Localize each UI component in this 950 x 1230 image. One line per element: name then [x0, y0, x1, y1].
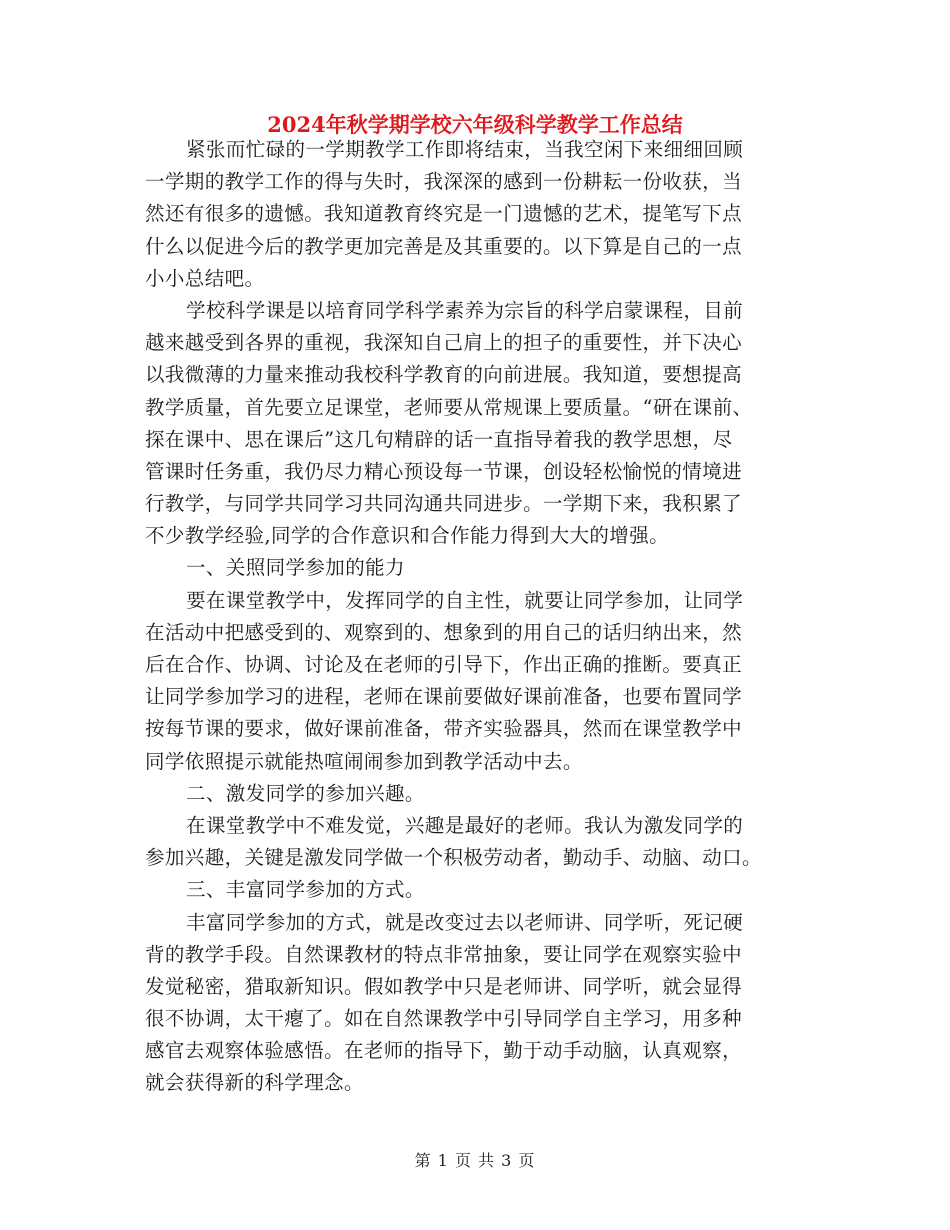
text-line: 很不协调，太干瘪了。如在自然课教学中引导同学自主学习，用多种 — [145, 1007, 743, 1031]
text-line: 探在课中、思在课后”这几句精辟的话一直指导着我的教学思想，尽 — [145, 427, 733, 451]
text-line: 一学期的教学工作的得与失时，我深深的感到一份耕耘一份收获，当 — [145, 170, 743, 194]
section-heading: 二、激发同学的参加兴趣。 — [186, 781, 425, 805]
document-body — [145, 134, 805, 1100]
text-line: 背的教学手段。自然课教材的特点非常抽象，要让同学在观察实验中 — [145, 942, 743, 966]
text-line: 小小总结吧。 — [145, 266, 265, 290]
text-line: 发觉秘密，猎取新知识。假如教学中只是老师讲、同学听，就会显得 — [145, 974, 743, 998]
text-line: 后在合作、协调、讨论及在老师的引导下，作出正确的推断。要真正 — [145, 653, 743, 676]
text-line: 丰富同学参加的方式，就是改变过去以老师讲、同学听，死记硬 — [186, 910, 744, 934]
section-heading: 三、丰富同学参加的方式。 — [186, 878, 425, 902]
text-line: 紧张而忙碌的一学期教学工作即将结束，当我空闲下来细细回顾 — [186, 138, 744, 161]
text-line: 参加兴趣，关键是激发同学做一个积极劳动者，勤动手、动脑、动口。 — [145, 846, 762, 870]
text-line: 在活动中把感受到的、观察到的、想象到的用自己的话归纳出来，然 — [145, 620, 743, 644]
text-line: 要在课堂教学中，发挥同学的自主性，就要让同学参加，让同学 — [186, 588, 744, 612]
document-title: 2024年秋学期学校六年级科学教学工作总结 — [267, 112, 683, 137]
text-line: 感官去观察体验感悟。在老师的指导下，勤于动手动脑，认真观察， — [145, 1039, 743, 1063]
text-line: 按每节课的要求，做好课前准备，带齐实验器具，然而在课堂教学中 — [145, 717, 743, 741]
text-line: 让同学参加学习的进程，老师在课前要做好课前准备，也要布置同学 — [145, 685, 743, 709]
text-line: 什么以促进今后的教学更加完善是及其重要的。以下算是自己的一点 — [145, 234, 743, 258]
text-line: 在课堂教学中不难发觉，兴趣是最好的老师。我认为激发同学的 — [186, 813, 744, 837]
text-line: 学校科学课是以培育同学科学素养为宗旨的科学启蒙课程，目前 — [186, 298, 744, 322]
text-line: 不少教学经验,同学的合作意识和合作能力得到大大的增强。 — [145, 524, 669, 548]
section-heading: 一、关照同学参加的能力 — [186, 556, 405, 580]
text-line: 同学依照提示就能热喧闹闹参加到教学活动中去。 — [145, 749, 583, 773]
text-line: 就会获得新的科学理念。 — [145, 1071, 364, 1095]
text-line: 越来越受到各界的重视，我深知自己肩上的担子的重要性，并下决心 — [145, 331, 743, 355]
text-line: 行教学，与同学共同学习共同沟通共同进步。一学期下来，我积累了 — [145, 492, 743, 516]
text-line: 以我微薄的力量来推动我校科学教育的向前进展。我知道，要想提高 — [145, 363, 743, 387]
text-line: 管课时任务重，我仍尽力精心预设每一节课，创设轻松愉悦的情境进 — [145, 459, 743, 483]
text-line: 然还有很多的遗憾。我知道教育终究是一门遗憾的艺术，提笔写下点 — [145, 202, 743, 226]
text-line: 教学质量，首先要立足课堂，老师要从常规课上要质量。“研在课前、 — [145, 395, 753, 419]
page-number-footer: 第 1 页 共 3 页 — [414, 1151, 536, 1170]
